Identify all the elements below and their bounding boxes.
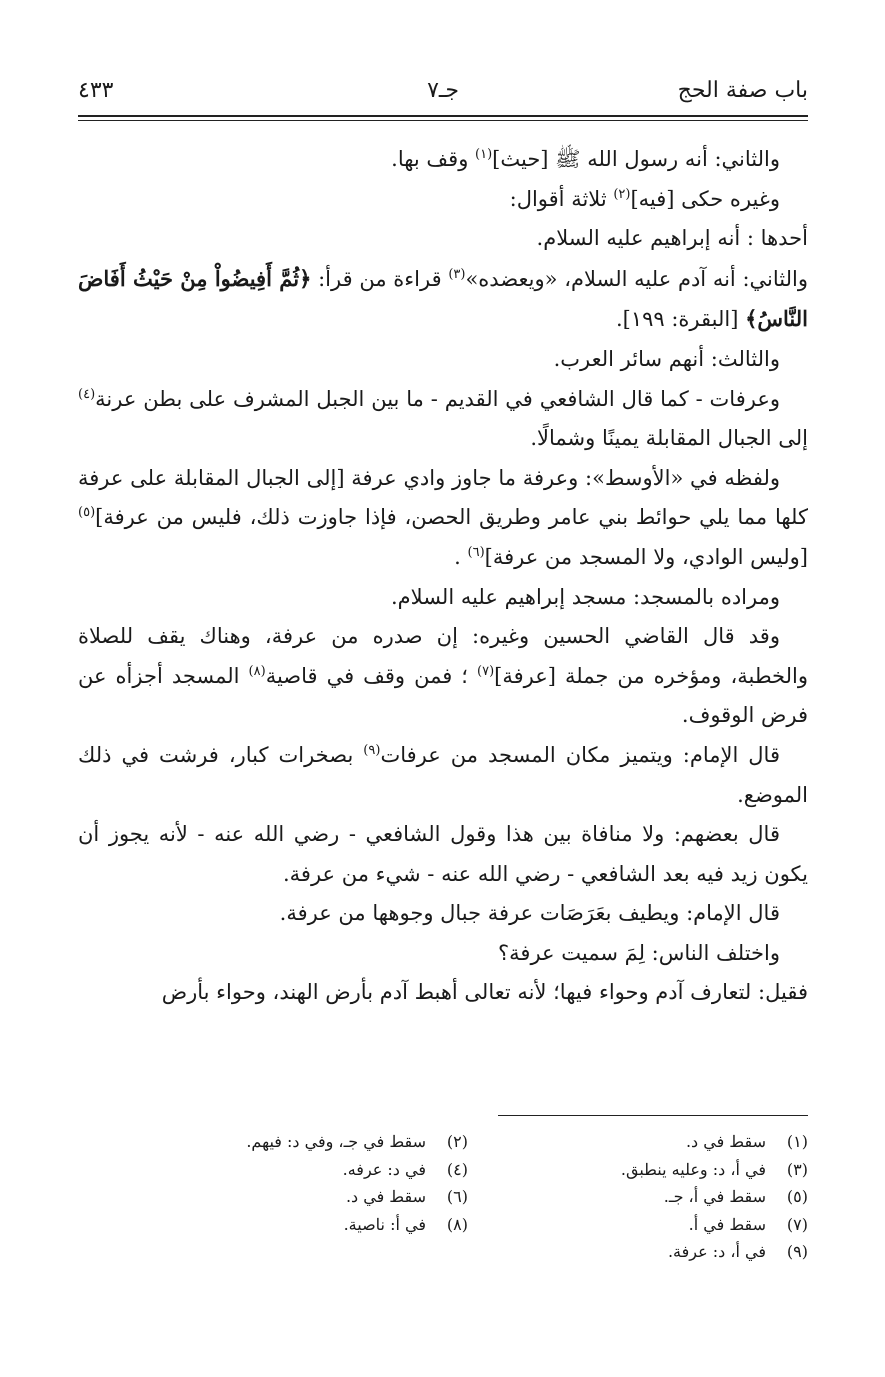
footnote-row: [78, 1211, 808, 1239]
paragraph: والثاني: أنه رسول الله ﷺ [حيث]$^{(١)}$ وقف بها.: [391, 147, 780, 171]
footnote: (٥)سقط في أ، جـ.: [663, 1187, 808, 1206]
paragraph: والثاني: أنه آدم عليه السلام، «ويعضده»$^{(٣)}$ قراءة من قرأ: ﴿ثُمَّ أَفِيضُواْ مِنْ حَيْثُ أَفَاضَ النَّاسُ﴾ [البقرة: ١٩٩].: [78, 265, 809, 332]
paragraph: أحدها : أنه إبراهيم عليه السلام.: [536, 226, 808, 251]
footnote-ref: (٦): [467, 544, 485, 560]
header-rule-thick: [78, 115, 808, 117]
footnote-row: [78, 1238, 808, 1266]
footnote: (٩)في أ، د: عرفة.: [667, 1242, 808, 1261]
footnote: (٦)سقط في د.: [345, 1187, 468, 1206]
footnote: (٢)سقط في جـ، وفي د: فيهم.: [246, 1132, 468, 1151]
footnote: (٤)في د: عرفه.: [342, 1159, 468, 1179]
footnote-row: [78, 1156, 808, 1184]
footnote-ref: (٥): [78, 505, 96, 521]
footnotes: [78, 1128, 808, 1266]
running-header: [78, 78, 808, 108]
footnote-ref: (٤): [78, 386, 96, 402]
footnote: (٧)سقط في أ.: [688, 1214, 808, 1234]
paragraph: وقد قال القاضي الحسين وغيره: إن صدره من عرفة، وهناك يقف للصلاة والخطبة، ومؤخره من جملة [عرفة]$^{(٧)}$ ؛ فمن وقف في قاصية$^{(٨)}$ المسجد أجزأه عن فرض الوقوف.: [78, 624, 808, 728]
footnote: (٣)في أ، د: وعليه ينطبق.: [620, 1159, 808, 1179]
chapter-title: باب صفة الحج: [677, 78, 808, 103]
paragraph: قال بعضهم: ولا منافاة بين هذا وقول الشافعي - رضي الله عنه - لأنه يجوز أن يكون زيد فيه بعد الشافعي - رضي الله عنه - شيء من عرفة.: [78, 822, 808, 886]
paragraph: قال الإمام: ويتميز مكان المسجد من عرفات$^{(٩)}$ بصخرات كبار، فرشت في ذلك الموضع.: [78, 742, 808, 807]
footnote-ref: (٩): [363, 742, 381, 758]
footnote-ref: (٧): [477, 663, 495, 679]
footnote: (٨)في أ: ناصية.: [343, 1214, 468, 1234]
quran-verse: ﴿ثُمَّ أَفِيضُواْ مِنْ حَيْثُ أَفَاضَ النَّاسُ﴾: [78, 265, 808, 332]
footnote: (١)سقط في د.: [685, 1132, 808, 1151]
page-number: ٤٣٣: [78, 78, 114, 103]
paragraph: ومراده بالمسجد: مسجد إبراهيم عليه السلام.: [390, 584, 780, 609]
footnote-ref: (١): [475, 147, 493, 162]
footnote-separator: [498, 1115, 808, 1116]
volume-label: جـ٧: [427, 78, 459, 103]
footnote-ref: (٢): [613, 186, 631, 202]
paragraph: فقيل: لتعارف آدم وحواء فيها؛ لأنه تعالى أهبط آدم بأرض الهند، وحواء بأرض: [161, 980, 808, 1005]
footnote-ref: (٨): [248, 663, 266, 679]
paragraph: ولفظه في «الأوسط»: وعرفة ما جاوز وادي عرفة [إلى الجبال المقابلة على عرفة كلها مما يلي حوائط بني عامر وطريق الحصن، فإذا جاوزت ذلك، فليس من عرفة]$^{(٥)}$ [وليس الوادي، ولا المسجد من عرفة]$^{(٦)}$ .: [78, 465, 808, 569]
footnote-row: [78, 1128, 808, 1156]
paragraph: واختلف الناس: لِمَ سميت عرفة؟: [498, 940, 780, 965]
footnote-row: [78, 1183, 808, 1211]
footnote-ref: (٣): [448, 266, 466, 282]
paragraph: وعرفات - كما قال الشافعي في القديم - ما بين الجبل المشرف على بطن عرنة$^{(٤)}$ إلى الجبال المقابلة يمينًا وشمالًا.: [78, 386, 808, 451]
paragraph: والثالث: أنهم سائر العرب.: [553, 346, 780, 371]
paragraph: وغيره حكى [فيه]$^{(٢)}$ ثلاثة أقوال:: [509, 186, 780, 211]
main-text: [78, 140, 808, 1013]
header-rule-thin: [78, 120, 808, 121]
paragraph: قال الإمام: ويطيف بعَرَصَات عرفة جبال وجوهها من عرفة.: [279, 901, 780, 926]
